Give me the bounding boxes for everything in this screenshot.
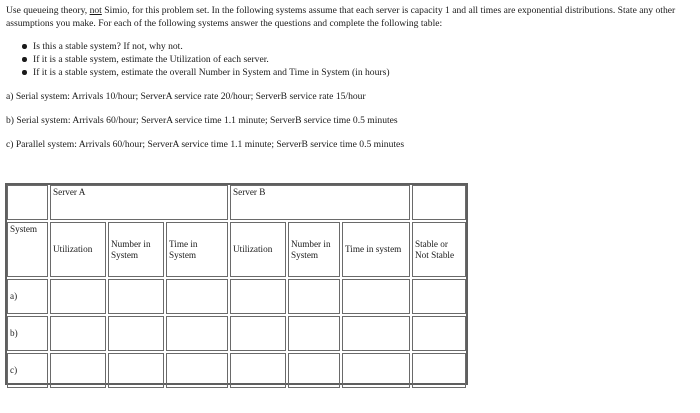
row-label-c: c): [7, 353, 48, 388]
table-row: [7, 353, 466, 388]
cell-number-in-system-a[interactable]: [108, 316, 164, 351]
system-c-description: c) Parallel system: Arrivals 60/hour; ServerA service time 1.1 minute; ServerB service time 0.5 minutes: [6, 139, 405, 150]
header-time-in-system-a: Time in System: [166, 222, 228, 277]
cell-time-in-system-a[interactable]: [166, 316, 228, 351]
header-empty-cell: [412, 185, 466, 220]
intro-suffix: Simio, for this problem set. In the following systems assume that each server is capacity 1 and all times are exponential distributions. State any other assumptions you make. For each of the following systems answer the questions and complete the following table:: [6, 5, 676, 29]
header-empty-cell: [7, 185, 48, 220]
bullet-number-time: If it is a stable system, estimate the overall Number in System and Time in System (in hours): [22, 66, 390, 79]
header-utilization-a: Utilization: [50, 222, 106, 277]
cell-utilization-a[interactable]: [50, 279, 106, 314]
cell-number-in-system-b[interactable]: [288, 316, 340, 351]
problem-intro: [6, 4, 696, 30]
cell-time-in-system-b[interactable]: [342, 316, 410, 351]
header-server-b: Server B: [230, 185, 410, 220]
question-bullets: [22, 40, 390, 79]
bullet-stability: Is this a stable system? If not, why not.: [22, 40, 390, 53]
header-utilization-b: Utilization: [230, 222, 286, 277]
header-number-in-system-a: Number in System: [108, 222, 164, 277]
cell-utilization-b[interactable]: [230, 353, 286, 388]
header-server-a: Server A: [50, 185, 228, 220]
results-table: [5, 183, 468, 390]
row-label-a: a): [7, 279, 48, 314]
system-a-description: a) Serial system: Arrivals 10/hour; ServerA service rate 20/hour; ServerB service rate 15/hour: [6, 91, 366, 102]
header-system: System: [7, 222, 48, 277]
header-time-in-system-b: Time in system: [342, 222, 410, 277]
cell-utilization-a[interactable]: [50, 353, 106, 388]
intro-not-underlined: not: [89, 5, 102, 16]
table-row: [7, 316, 466, 351]
table-group-header-row: [7, 185, 466, 220]
cell-number-in-system-b[interactable]: [288, 279, 340, 314]
intro-prefix: Use queueing theory,: [6, 5, 90, 16]
cell-time-in-system-b[interactable]: [342, 279, 410, 314]
system-b-description: b) Serial system: Arrivals 60/hour; ServerA service time 1.1 minute; ServerB service time 0.5 minutes: [6, 115, 398, 126]
cell-utilization-b[interactable]: [230, 316, 286, 351]
row-label-b: b): [7, 316, 48, 351]
cell-stable[interactable]: [412, 353, 466, 388]
cell-number-in-system-a[interactable]: [108, 279, 164, 314]
table-row: [7, 279, 466, 314]
cell-time-in-system-a[interactable]: [166, 279, 228, 314]
cell-stable[interactable]: [412, 279, 466, 314]
bullet-utilization: If it is a stable system, estimate the Utilization of each server.: [22, 53, 390, 66]
cell-stable[interactable]: [412, 316, 466, 351]
header-number-in-system-b: Number in System: [288, 222, 340, 277]
header-stable-or-not: Stable or Not Stable: [412, 222, 466, 277]
cell-number-in-system-b[interactable]: [288, 353, 340, 388]
cell-number-in-system-a[interactable]: [108, 353, 164, 388]
cell-time-in-system-a[interactable]: [166, 353, 228, 388]
cell-time-in-system-b[interactable]: [342, 353, 410, 388]
cell-utilization-b[interactable]: [230, 279, 286, 314]
table-column-header-row: [7, 222, 466, 277]
cell-utilization-a[interactable]: [50, 316, 106, 351]
